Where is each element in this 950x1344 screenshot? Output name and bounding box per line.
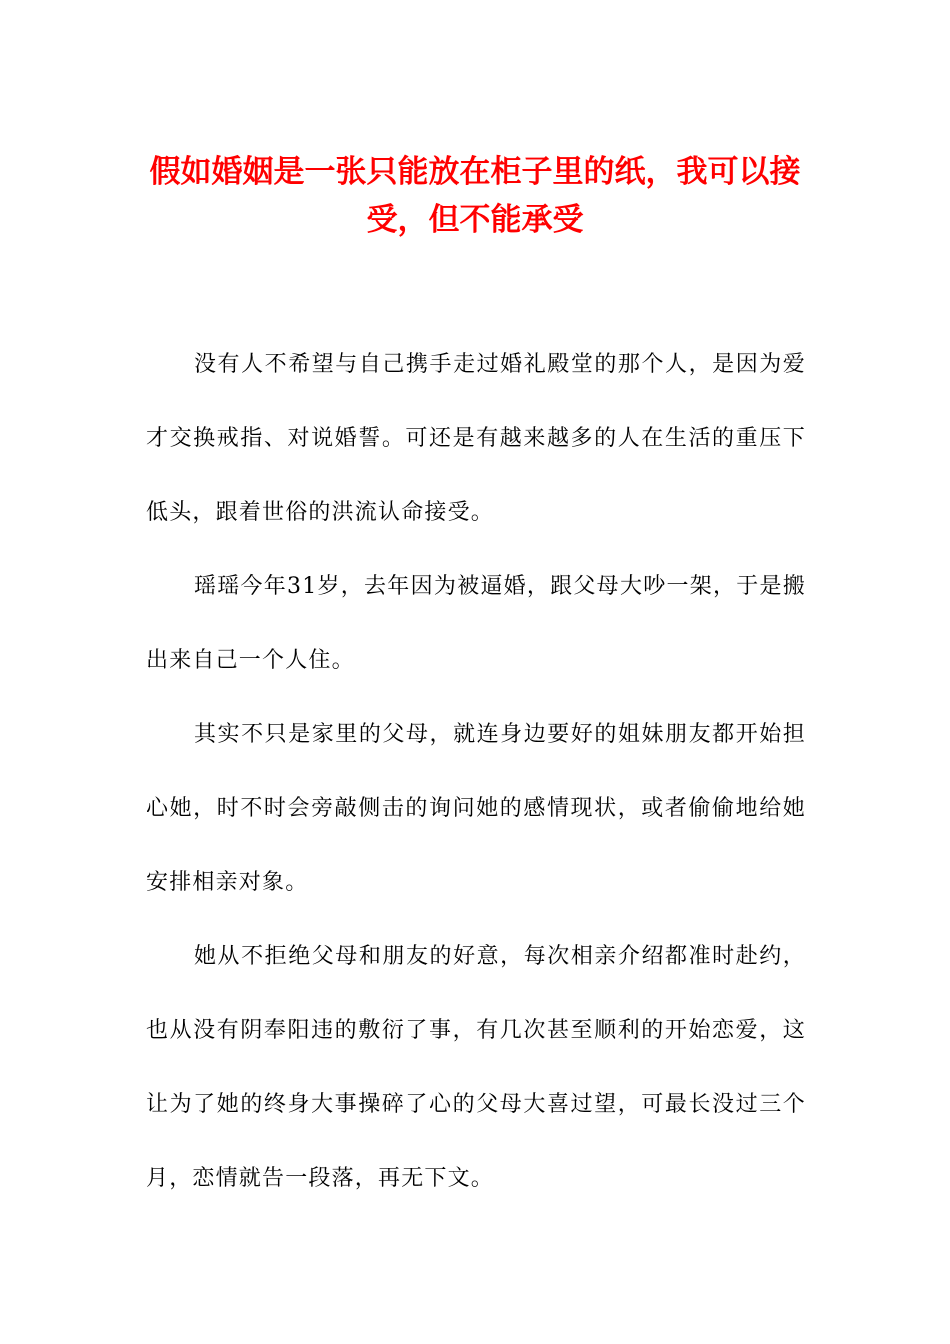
paragraph-3: 其实不只是家里的父母，就连身边要好的姐妹朋友都开始担心她，时不时会旁敲侧击的询问她的感情现状，或者偷偷地给她安排相亲对象。 bbox=[146, 722, 806, 895]
paragraph-1: 没有人不希望与自己携手走过婚礼殿堂的那个人，是因为爱才交换戒指、对说婚誓。可还是有越来越多的人在生活的重压下低头，跟着世俗的洪流认命接受。 bbox=[146, 352, 806, 525]
document-body bbox=[146, 328, 806, 1216]
document-title: 假如婚姻是一张只能放在柜子里的纸，我可以接受，但不能承受 bbox=[149, 154, 801, 238]
paragraph-4: 她从不拒绝父母和朋友的好意，每次相亲介绍都准时赴约，也从没有阴奉阳违的敷衍了事，有几次甚至顺利的开始恋爱，这让为了她的终身大事操碎了心的父母大喜过望，可最长没过三个月，恋情就告一段落，再无下文。 bbox=[146, 944, 806, 1191]
paragraph-2: 瑶瑶今年31岁，去年因为被逼婚，跟父母大吵一架，于是搬出来自己一个人住。 bbox=[146, 574, 806, 673]
